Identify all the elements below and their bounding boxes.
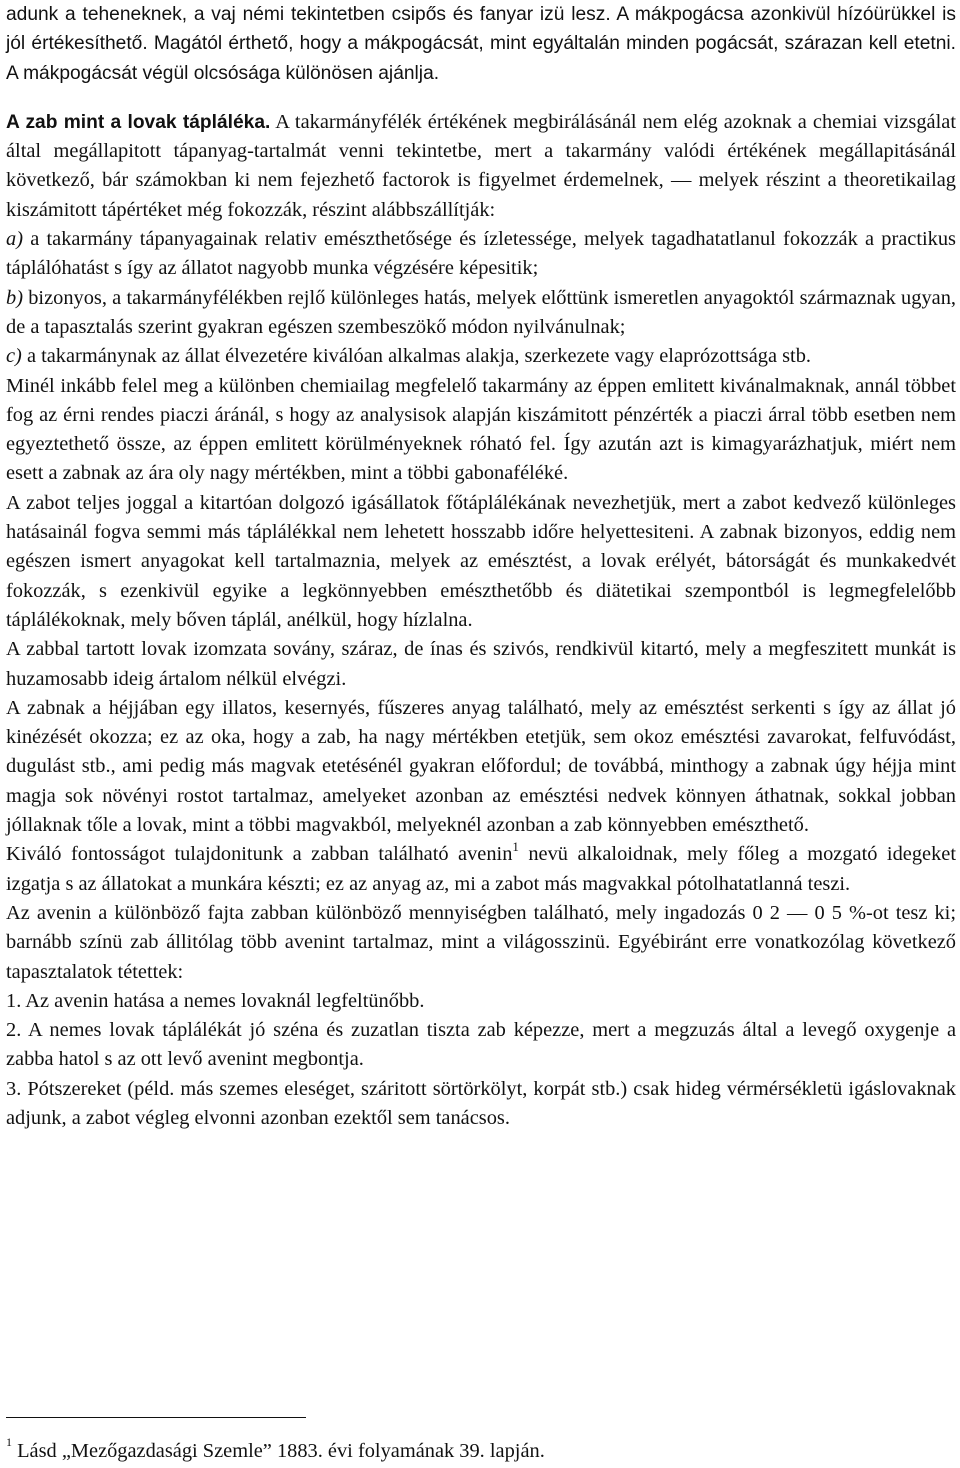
footnote-reference[interactable]: 1 (512, 838, 519, 854)
section-lead-paragraph (6, 108, 956, 225)
avenin-paragraph (6, 840, 956, 899)
body-paragraph: Az avenin a különböző fajta zabban különböző mennyiségben található, mely ingadozás 0 2 ― 0 5 %-ot tesz ki; barnább színü zab állitólag több avenint tartalmaz, mint a világosszinü. Egyébiránt erre vonatkozólag következő tapasztalatok tétettek: (6, 901, 956, 983)
numbered-item: 1. Az avenin hatása a nemes lovaknál legfeltünőbb. (6, 989, 425, 1012)
factor-text: a takarmány tápanyagainak relativ emészthetősége és ízletessége, melyek tagadhatatlanul fokozzák a practikus táplálóhatást s így az állatot nagyobb munka végzésére képesitik; (6, 228, 956, 280)
footnote-marker: 1 (6, 1435, 12, 1450)
numbered-item: 2. A nemes lovak táplálékát jó széna és zuzatlan tiszta zab képezze, mert a megzuzás által a levegő oxygenje a zabba hatol s az ott levő avenint megbontja. (6, 1019, 956, 1071)
body-paragraph: Minél inkább felel meg a különben chemiailag megfelelő takarmány az éppen emlitett kivánalmaknak, annál többet fog az érni rendes piaczi áránál, s hogy az analysisok alapján kiszámitott pénzérték a piaczi árral több esetben nem egyeztethető össze, az éppen emlitett körülményeknek róható fel. Így azután azt is kimagyarázhatjuk, miért nem esett a zabnak az ára oly nagy mértékben, mint a többi gabonaféléké. (6, 374, 956, 485)
section-heading: A zab mint a lovak tápláléka. (6, 111, 271, 133)
factor-label: b) (6, 286, 23, 309)
numbered-item: 3. Pótszereket (péld. más szemes eleséget, száritott sörtörkölyt, korpát stb.) csak hideg vérmérsékletü igáslovaknak adjunk, a zabot végleg elvonni azonban ezektől sem tanácsos. (6, 1077, 956, 1129)
footnote-divider (6, 1417, 306, 1418)
avenin-text-before: Kiváló fontosságot tulajdonitunk a zabban található avenin (6, 843, 513, 866)
avenin-text-after: nevü alkaloidnak, mely főleg a mozgató idegeket izgatja s az állatokat a munkára készti; ez az anyag az, mi a zabot más magvakkal pótolhatatlanná teszi. (6, 843, 956, 895)
section-lead-text: A takarmányfélék értékének megbirálásánál nem elég azoknak a chemiai vizsgálat által megállapitott tápanyag-tartalmát venni tekintetbe, mert a takarmány valódi értékének megállapitásánál következő, bár számokban ki nem fejezhető factorok is figyelmet érdemelnek, ― melyek részint a theoretikailag kiszámitott tápértéket még fokozzák, részint alábbszállítják: (6, 110, 956, 221)
body-paragraph: A zabbal tartott lovak izomzata sovány, száraz, de ínas és szivós, rendkivül kitartó, mely a megfeszitett munkát is huzamosabb ideig ártalom nélkül elvégzi. (6, 638, 956, 690)
intro-paragraph: adunk a teheneknek, a vaj némi tekintetben csipős és fanyar izü lesz. A mákpogácsa azonkivül hízóürükkel is jól értékesíthető. Magától érthető, hogy a mákpogácsát, mint egyáltalán minden pogácsát, szárazan kell etetni. A mákpogácsát végül olcsósága különösen ajánlja. (6, 4, 956, 84)
factor-item-a (6, 225, 956, 284)
factor-label: a) (6, 228, 23, 251)
footnote-text: Lásd „Mezőgazdasági Szemle” 1883. évi folyamának 39. lapján. (12, 1440, 545, 1462)
factor-item-c (6, 342, 956, 371)
body-paragraph: A zabnak a héjjában egy illatos, kesernyés, fűszeres anyag található, mely az emésztést serkenti s így az állat jó kinézését okozza; ez az oka, hogy a zab, ha nagy mértékben etetjük, sem okoz emésztési zavarokat, felfuvódást, dugulást stb., ami pedig más magvak etetésénél gyakran előfordul; de továbbá, minthogy a zabnak úgy héjja mint magja sok növényi rostot tartalmaz, amelyeket azonban az emésztési nedvek könnyen áthatnak, sokkal jobban jóllaknak tőle a lovak, mint a többi magvakból, melyeknél azonban a zab könnyebben emészthető. (6, 696, 956, 837)
factor-item-b (6, 284, 956, 343)
footnote (6, 1435, 545, 1464)
factor-text: bizonyos, a takarmányfélékben rejlő különleges hatás, melyek előttünk ismeretlen anyagoktól származnak ugyan, de a tapasztalás szerint gyakran egészen szembeszökő módon nyilvánulnak; (6, 286, 956, 338)
factor-text: a takarmánynak az állat élvezetére kiválóan alkalmas alakja, szerkezete vagy elaprózottsága stb. (21, 345, 812, 368)
body-paragraph: A zabot teljes joggal a kitartóan dolgozó igásállatok főtáplálékának nevezhetjük, mert a zabot kedvező különleges hatásainál fogva semmi más táplálékkal nem lehetett hosszabb időre helyettesiteni. A zabnak bizonyos, eddig nem egészen ismert anyagokat kell tartalmaznia, melyek az emésztést, a lovak erélyét, bátorságát és munkakedvét fokozzák, s ezenkivül egyike a legkönnyebben emészthetőbb és diätetikai szempontból is legmegfelelőbb táplálékoknak, mely bőven táplál, anélkül, hogy hízlalna. (6, 491, 956, 631)
factor-label: c) (6, 345, 22, 368)
paragraph-spacer (6, 88, 956, 108)
document-page (6, 0, 956, 1133)
